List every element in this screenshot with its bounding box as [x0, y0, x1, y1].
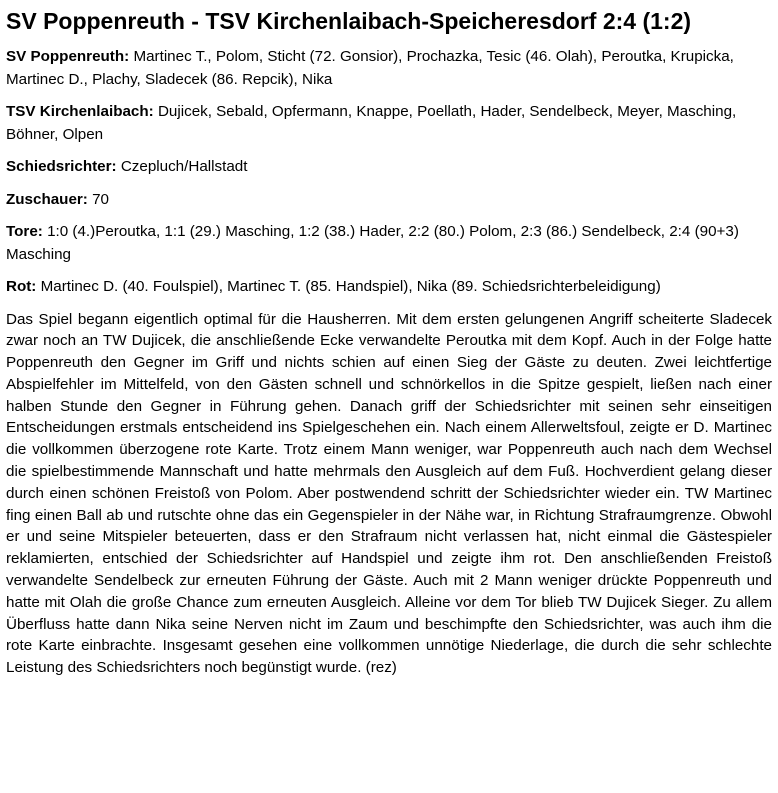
referee-value: Czepluch/Hallstadt: [120, 158, 248, 175]
spectators-value: 70: [92, 190, 110, 208]
goals-label: Tore:: [6, 223, 43, 240]
home-lineup-label: SV Poppenreuth:: [6, 48, 130, 65]
away-lineup: [6, 101, 772, 146]
spectators-label: Zuschauer:: [6, 190, 88, 208]
referee-label: Schiedsrichter:: [6, 158, 117, 175]
home-lineup-value: Martinec T., Polom, Sticht (72. Gonsior), Prochazka, Tesic (46. Olah), Peroutka, Krupicka, Martinec D., Plachy, Sladecek (86. Repcik), Nika: [6, 48, 734, 88]
match-report-text: Das Spiel begann eigentlich optimal für die Hausherren. Mit dem ersten gelungenen Angriff scheiterte Sladecek zwar noch an TW Dujicek, die anschließende Ecke verwandelte Peroutka mit dem Kopf. Auch in der Folge hatte Poppenreuth den Gegner im Griff und nichts schien auf einen Sieg der Gäste zu deuten. Zwei leichtfertige Abspielfehler im Mittelfeld, von den Gästen schnell und schnörkellos in die Spitze gespielt, ließen nach einer halben Stunde den Gegner in Führung gehen. Danach griff der Schiedsrichter mit seinen sehr einseitigen Entscheidungen erstmals entscheidend ins Spielgeschehen ein. Nach einem Allerweltsfoul, zeigte er D. Martinec die vollkommen überzogene rote Karte. Trotz einem Mann weniger, war Poppenreuth auch nach dem Wechsel die spielbestimmende Mannschaft und hatte mehrmals den Ausgleich auf dem Fuß. Hochverdient gelang dieser durch einen schönen Freistoß von Polom. Aber postwendend schritt der Schiedsrichter wieder ein. TW Martinec fing einen Ball ab und rutschte ohne das ein Gegenspieler in der Nähe war, in Richtung Strafraumgrenze. Obwohl er und seine Mitspieler beteuerten, dass er den Strafraum nicht verlassen hat, nicht einmal die Gästespieler reklamierten, entschied der Schiedsrichter auf Handspiel und zeigte ihm rot. Den anschließenden Freistoß verwandelte Sendelbeck zur erneuten Führung der Gäste. Auch mit 2 Mann weniger drückte Poppenreuth und hatte mit Olah die große Chance zum erneuten Ausgleich. Alleine vor dem Tor blieb TW Dujicek Sieger. Zu allem Überfluss hatte dann Nika seine Nerven nicht im Zaum und beschimpfte den Schiedsrichter, was auch ihm die rote Karte einbrachte. Insgesamt gesehen eine vollkommen unnötige Niederlage, die durch die sehr schlechte Leistung des Schiedsrichters noch begünstigt wurde. (rez): [6, 310, 772, 677]
referee-line: [6, 156, 772, 179]
red-cards-label: Rot:: [6, 278, 37, 295]
goals-value: 1:0 (4.)Peroutka, 1:1 (29.) Masching, 1:2 (38.) Hader, 2:2 (80.) Polom, 2:3 (86.) Sendelbeck, 2:4 (90+3) Masching: [6, 223, 739, 263]
red-cards-value: Martinec D. (40. Foulspiel), Martinec T. (85. Handspiel), Nika (89. Schiedsrichterbeleidigung): [40, 278, 661, 295]
away-lineup-label: TSV Kirchenlaibach:: [6, 103, 154, 120]
match-title: SV Poppenreuth - TSV Kirchenlaibach-Speicheresdorf 2:4 (1:2): [6, 8, 692, 34]
spectators-line: [6, 189, 772, 212]
away-lineup-value: Dujicek, Sebald, Opfermann, Knappe, Poellath, Hader, Sendelbeck, Meyer, Masching, Böhner, Olpen: [6, 103, 737, 143]
home-lineup: [6, 46, 772, 91]
goals-line: [6, 221, 772, 266]
red-cards-line: [6, 276, 772, 299]
